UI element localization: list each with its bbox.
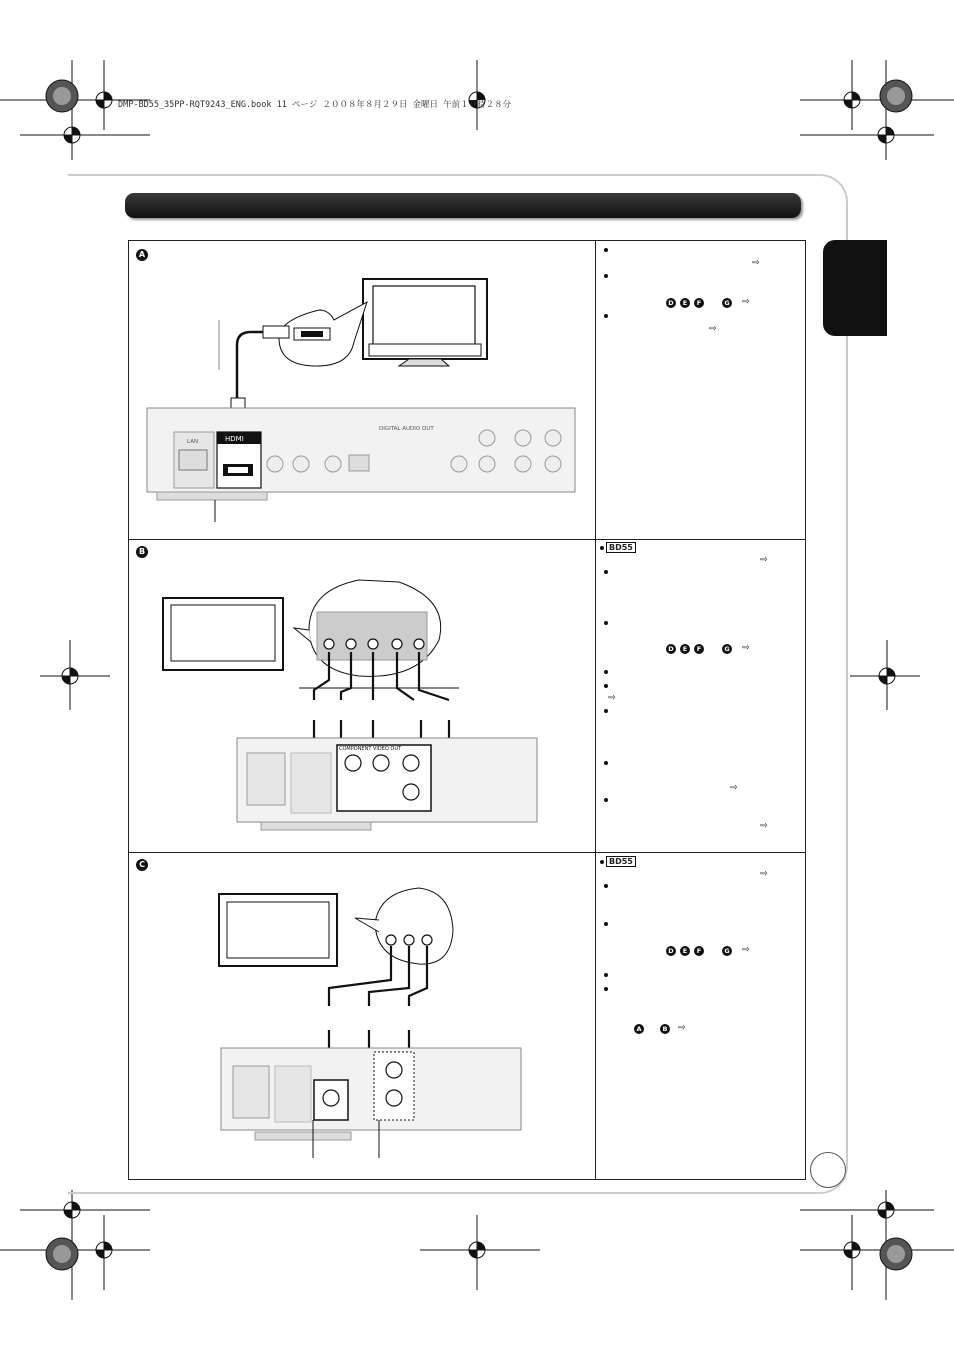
note-bullet	[604, 684, 608, 688]
note-bullet	[604, 314, 608, 318]
ref-circle-g: G	[722, 946, 732, 956]
ref-circle-d: D	[666, 644, 676, 654]
section-title-bar	[125, 193, 801, 218]
section-marker-a: A	[136, 249, 148, 261]
ref-circle-e: E	[680, 644, 690, 654]
ref-arrow-icon: ⇨	[760, 869, 768, 879]
ref-circle-d: D	[666, 946, 676, 956]
note-bullet	[600, 860, 604, 864]
ref-arrow-icon: ⇨	[760, 555, 768, 565]
ref-arrow-icon: ⇨	[752, 258, 760, 268]
ref-circle-e: E	[680, 298, 690, 308]
note-bullet	[604, 798, 608, 802]
svg-text:HDMI: HDMI	[225, 435, 244, 443]
note-bullet	[604, 274, 608, 278]
page-number-circle	[810, 1152, 846, 1188]
note-bullet	[604, 973, 608, 977]
ref-circle-a: A	[634, 1024, 644, 1034]
ref-arrow-icon: ⇨	[608, 693, 616, 703]
ref-arrow-icon: ⇨	[760, 821, 768, 831]
model-tag-bd55: BD55	[606, 542, 636, 553]
note-bullet	[604, 248, 608, 252]
svg-text:COMPONENT VIDEO OUT: COMPONENT VIDEO OUT	[339, 746, 402, 752]
diagram-component-connection	[129, 560, 593, 840]
ref-circle-g: G	[722, 644, 732, 654]
note-bullet	[604, 709, 608, 713]
row-divider	[129, 852, 805, 853]
note-bullet	[604, 922, 608, 926]
note-bullet	[604, 670, 608, 674]
section-marker-b: B	[136, 546, 148, 558]
diagram-video-connection	[129, 880, 593, 1170]
note-bullet	[600, 546, 604, 550]
model-tag-bd55: BD55	[606, 856, 636, 867]
note-bullet	[604, 884, 608, 888]
ref-arrow-icon: ⇨	[678, 1023, 686, 1033]
language-side-tab	[823, 240, 887, 336]
ref-circle-f: F	[694, 946, 704, 956]
svg-text:DIGITAL AUDIO OUT: DIGITAL AUDIO OUT	[379, 426, 434, 432]
tv-icon	[363, 279, 487, 366]
section-marker-c: C	[136, 859, 148, 871]
note-bullet	[604, 570, 608, 574]
ref-arrow-icon: ⇨	[742, 297, 750, 307]
lan-label: LAN	[187, 439, 199, 445]
ref-circle-b: B	[660, 1024, 670, 1034]
tv-icon	[219, 894, 337, 966]
column-divider	[595, 241, 596, 1179]
ref-arrow-icon: ⇨	[730, 783, 738, 793]
ref-arrow-icon: ⇨	[742, 945, 750, 955]
print-header: DMP-BD55_35PP-RQT9243_ENG.book 11 ページ ２００８年８月２９日 金曜日 午前１０時２８分	[118, 100, 512, 110]
ref-circle-e: E	[680, 946, 690, 956]
tv-icon	[163, 598, 283, 670]
note-bullet	[604, 621, 608, 625]
ref-circle-d: D	[666, 298, 676, 308]
ref-arrow-icon: ⇨	[709, 324, 717, 334]
ref-circle-g: G	[722, 298, 732, 308]
note-bullet	[604, 761, 608, 765]
ref-circle-f: F	[694, 644, 704, 654]
ref-arrow-icon: ⇨	[742, 643, 750, 653]
ref-circle-f: F	[694, 298, 704, 308]
diagram-hdmi-connection	[129, 250, 593, 540]
note-bullet	[604, 987, 608, 991]
